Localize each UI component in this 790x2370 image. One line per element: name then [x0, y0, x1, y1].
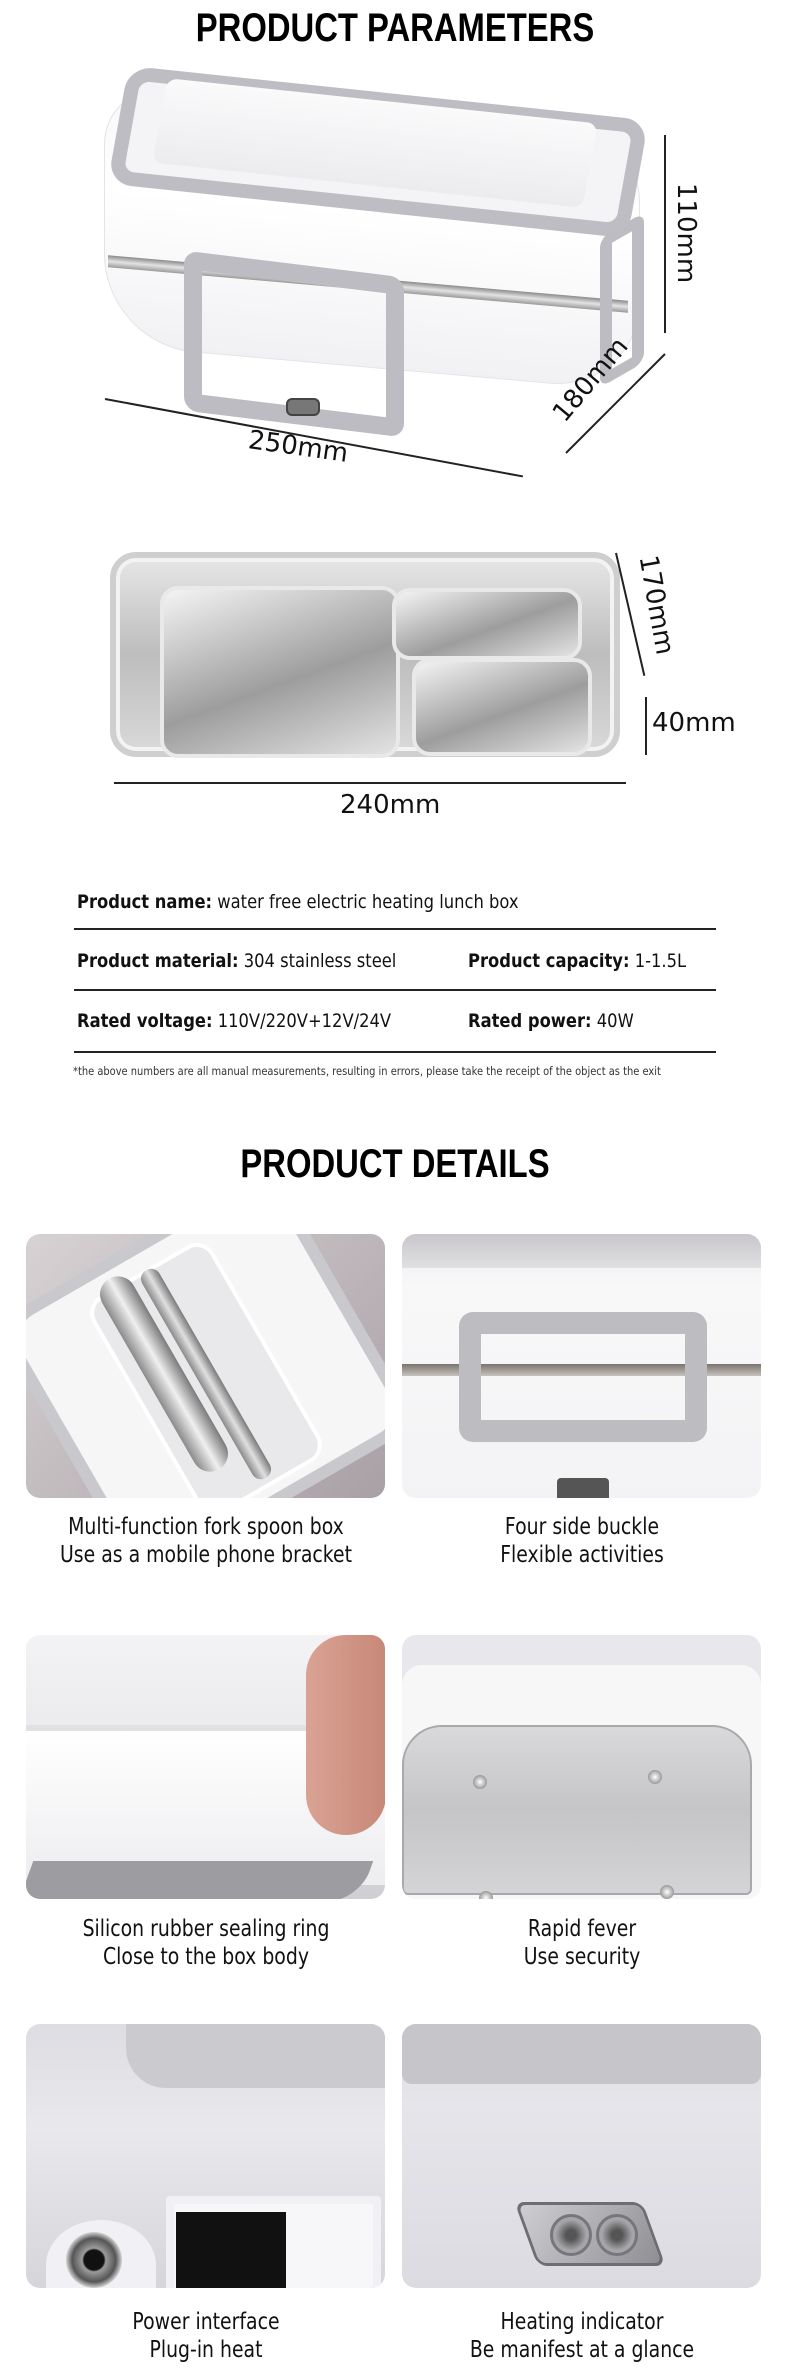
handle-edge	[126, 2024, 385, 2088]
details-heading: PRODUCT DETAILS	[240, 1142, 550, 1186]
tray-depth-dimension-label: 40mm	[652, 708, 736, 738]
screw	[660, 1885, 674, 1899]
screw	[473, 1775, 487, 1789]
spec-value: 110V/220V+12V/24V	[217, 1010, 392, 1032]
tray-width-dimension-label: 170mm	[632, 553, 680, 657]
ac-socket	[176, 2212, 286, 2288]
buckle	[459, 1312, 707, 1442]
spec-value: water free electric heating lunch box	[217, 891, 519, 913]
detail-caption-heating-indicator: Heating indicator Be manifest at a glance	[469, 2309, 695, 2363]
spec-divider	[74, 928, 716, 930]
spec-value: 1-1.5L	[634, 950, 687, 972]
detail-caption-heating-plate: Rapid fever Use security	[523, 1916, 641, 1970]
detail-image-sealing-ring	[26, 1635, 385, 1899]
spec-row-product-name: Product name: water free electric heating lunch box	[77, 891, 519, 913]
measurement-footnote: *the above numbers are all manual measurements, resulting in errors, please take the receipt of the object as the exit	[73, 1064, 661, 1078]
detail-caption-spoon-box: Multi-function fork spoon box Use as a mobile phone bracket	[59, 1514, 353, 1568]
led	[550, 2214, 592, 2256]
screw	[648, 1770, 662, 1784]
height-dimension-line	[664, 135, 666, 333]
lid-edge	[402, 1234, 761, 1268]
spec-value: 304 stainless steel	[243, 950, 397, 972]
indicator-window	[557, 1478, 609, 1498]
spec-row-power: Rated power: 40W	[468, 1010, 634, 1032]
gray-base	[26, 1861, 373, 1899]
handle-edge	[402, 2024, 761, 2084]
spec-value: 40W	[596, 1010, 634, 1032]
width-dimension-label: 180mm	[547, 331, 635, 428]
parameters-heading: PRODUCT PARAMETERS	[195, 6, 595, 50]
detail-image-heating-indicator	[402, 2024, 761, 2288]
tray-length-dimension-line	[114, 782, 626, 784]
detail-image-heating-plate	[402, 1635, 761, 1899]
length-dimension-label: 250mm	[246, 425, 350, 469]
detail-caption-buckle: Four side buckle Flexible activities	[500, 1514, 664, 1568]
height-dimension-label: 110mm	[671, 182, 702, 284]
detail-image-power-interface	[26, 2024, 385, 2288]
detail-image-buckle	[402, 1234, 761, 1498]
tray-medium-compartment	[412, 658, 592, 756]
tray-length-dimension-label: 240mm	[340, 790, 441, 820]
detail-image-spoon-box	[26, 1234, 385, 1498]
spec-divider	[74, 1051, 716, 1053]
tray-small-compartment	[392, 588, 582, 660]
steel-tray-image	[110, 552, 620, 757]
spec-row-voltage: Rated voltage: 110V/220V+12V/24V	[77, 1010, 392, 1032]
tray-large-compartment	[160, 586, 400, 758]
screw	[479, 1891, 493, 1899]
detail-caption-power-interface: Power interface Plug-in heat	[132, 2309, 280, 2363]
tray-depth-dimension-line	[645, 697, 647, 755]
spec-divider	[74, 989, 716, 991]
lunch-box-indicator-light	[286, 398, 320, 416]
finger	[306, 1635, 385, 1835]
dc-jack	[66, 2232, 122, 2288]
spec-row-capacity: Product capacity: 1-1.5L	[468, 950, 687, 972]
led	[596, 2214, 638, 2256]
detail-caption-sealing-ring: Silicon rubber sealing ring Close to the box body	[82, 1916, 330, 1970]
spec-row-material: Product material: 304 stainless steel	[77, 950, 397, 972]
heating-plate	[402, 1725, 752, 1895]
